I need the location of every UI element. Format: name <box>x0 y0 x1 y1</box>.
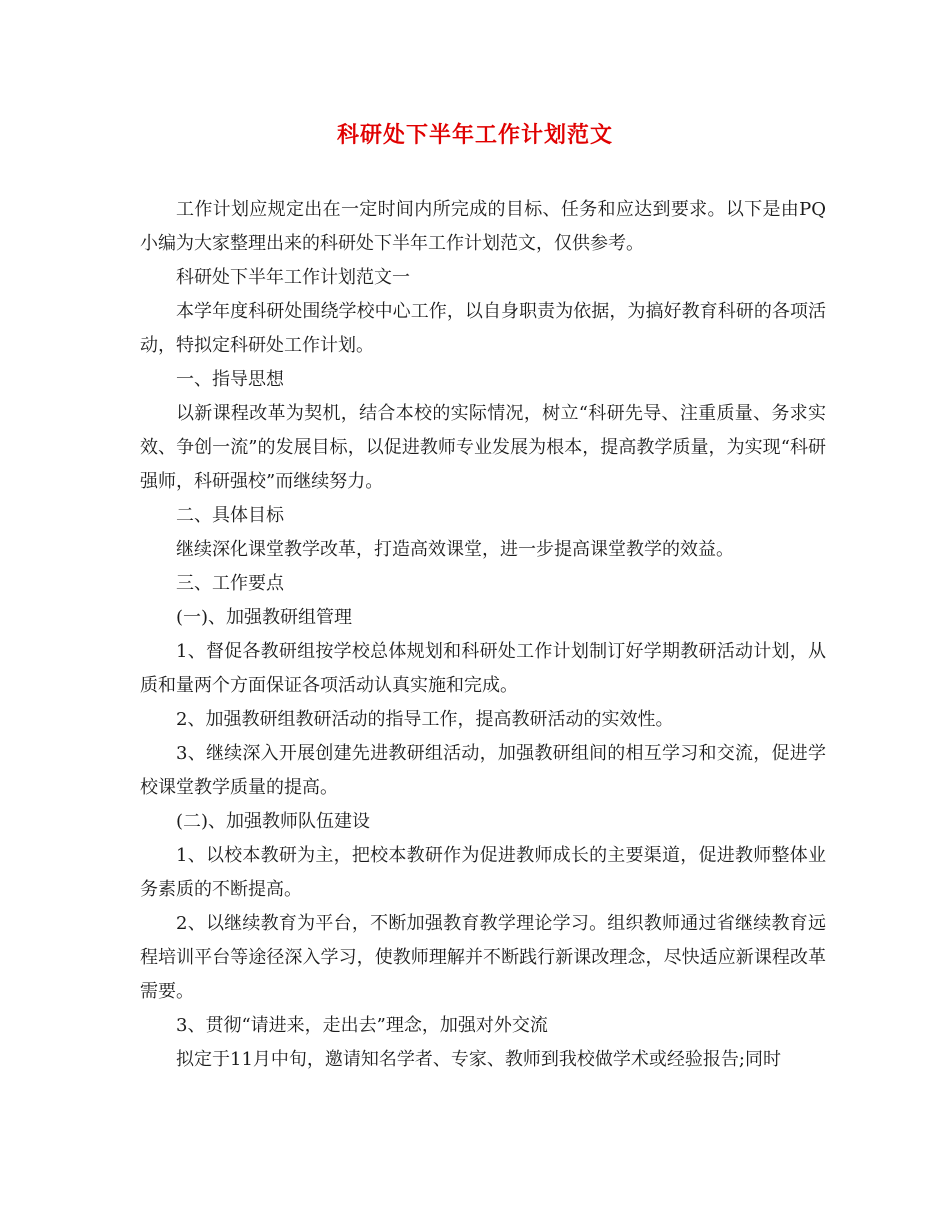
paragraph-exchange-plan: 拟定于11月中旬，邀请知名学者、专家、教师到我校做学术或经验报告;同时 <box>176 1049 781 1070</box>
list-item: 3、贯彻“请进来，走出去”理念，加强对外交流 <box>176 1015 548 1036</box>
paragraph-intro: 工作计划应规定出在一定时间内所完成的目标、任务和应达到要求。以下是由PQ小编为大家整理出来的科研处下半年工作计划范文，仅供参考。 <box>140 199 826 254</box>
subheading-teacher-team: (二)、加强教师队伍建设 <box>176 811 371 832</box>
subheading-group-management: (一)、加强教研组管理 <box>176 607 353 628</box>
list-item: 1、以校本教研为主，把校本教研作为促进教师成长的主要渠道，促进教师整体业务素质的不断提高。 <box>140 845 826 900</box>
paragraph-specific-goals: 继续深化课堂教学改革，打造高效课堂，进一步提高课堂教学的效益。 <box>176 539 734 560</box>
heading-guiding-idea: 一、指导思想 <box>176 369 284 390</box>
heading-work-points: 三、工作要点 <box>176 573 284 594</box>
list-item: 2、以继续教育为平台，不断加强教育教学理论学习。组织教师通过省继续教育远程培训平台等途径深入学习，使教师理解并不断践行新课改理念，尽快适应新课程改革需要。 <box>140 913 826 1002</box>
heading-specific-goals: 二、具体目标 <box>176 505 284 526</box>
list-item: 2、加强教研组教研活动的指导工作，提高教研活动的实效性。 <box>176 709 674 730</box>
paragraph-preface: 本学年度科研处围绕学校中心工作，以自身职责为依据，为搞好教育科研的各项活动，特拟定科研处工作计划。 <box>140 301 826 356</box>
list-item: 1、督促各教研组按学校总体规划和科研处工作计划制订好学期教研活动计划，从质和量两个方面保证各项活动认真实施和完成。 <box>140 641 826 696</box>
paragraph-subtitle: 科研处下半年工作计划范文一 <box>176 267 410 288</box>
document-title: 科研处下半年工作计划范文 <box>336 122 613 148</box>
document-body <box>140 193 826 1077</box>
paragraph-guiding-idea: 以新课程改革为契机，结合本校的实际情况，树立“科研先导、注重质量、务求实效、争创一流”的发展目标，以促进教师专业发展为根本，提高教学质量，为实现“科研强师，科研强校”而继续努力。 <box>140 403 826 492</box>
list-item: 3、继续深入开展创建先进教研组活动，加强教研组间的相互学习和交流，促进学校课堂教学质量的提高。 <box>140 743 826 798</box>
